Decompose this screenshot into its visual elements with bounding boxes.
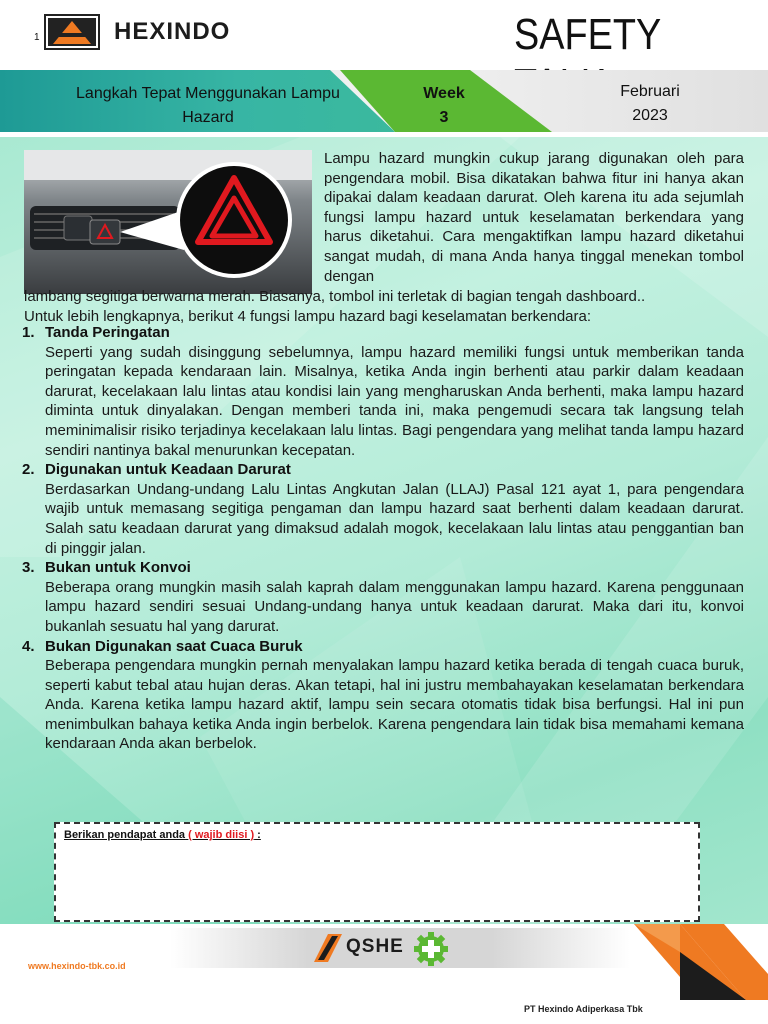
week-block [404, 82, 484, 130]
item-body: Seperti yang sudah disinggung sebelumnya, lampu hazard memiliki fungsi untuk memberikan tanda peringatan kepada kendaraan lain. Misalnya, ketika Anda ingin berhenti atau parkir dalam keadaan darurat, kecelakaan lalu lintas atau kondisi lain yang mengharuskan Anda berhenti, maka lampu hazard diminta untuk dinyalakan. Dengan memberi tanda ini, maka pengemudi secara tak langsung telah meminimalisir risiko terjadinya kecelakaan lalu lintas. Bagi pengendara yang melihat tanda lampu hazard sendiri nantinya bakal menurunkan kecepatan. [45, 343, 744, 459]
brand-name: HEXINDO [114, 18, 231, 45]
item-number: 1. [22, 324, 35, 341]
corner-decoration [634, 924, 768, 1000]
hexindo-logo [44, 14, 100, 50]
required-note: ( wajib diisi ) [188, 829, 255, 841]
topic-line-1: Langkah Tepat Menggunakan Lampu [76, 85, 340, 102]
week-number: 3 [439, 109, 449, 126]
month: Februari [620, 83, 680, 100]
item-number: 3. [22, 559, 35, 577]
item-body: Beberapa orang mungkin masih salah kaprah dalam menggunakan lampu hazard. Karena penggunaan lampu hazard sendiri sesuai Undang-undang hanya untuk keadaan darurat. Maka dari itu, konvoi bukanlah sesuatu hal yang darurat. [45, 578, 744, 635]
item-heading: Bukan Digunakan saat Cuaca Buruk [45, 637, 303, 655]
opinion-field[interactable] [54, 822, 700, 922]
item-heading: Digunakan untuk Keadaan Darurat [45, 461, 291, 479]
list-item [22, 558, 744, 636]
list-item [22, 460, 744, 558]
function-list [22, 323, 744, 754]
topic-line-2: Hazard [182, 109, 234, 126]
week-label: Week [423, 85, 465, 102]
item-body: Berdasarkan Undang-undang Lalu Lintas Angkutan Jalan (LLAJ) Pasal 121 ayat 1, para pengendara wajib untuk memasang segitiga pengaman dan lampu hazard saat berhenti dalam keadaan darurat. Salah satu keadaan darurat yang dimaksud adalah mogok, kecelakaan lalu lintas atau penggantian ban di pinggir jalan. [45, 480, 744, 557]
website-link[interactable]: www.hexindo-tbk.co.id [28, 961, 126, 971]
item-heading: Tanda Peringatan [45, 324, 170, 341]
intro-continuation [24, 287, 744, 326]
item-heading: Bukan untuk Konvoi [45, 559, 191, 577]
gear-cross-icon [414, 932, 448, 966]
intro-line-1: lambang segitiga berwarna merah. Biasanya, tombol ini terletak di bagian tengah dashboard.. [24, 288, 646, 305]
hazard-button-photo [24, 150, 312, 294]
item-number: 2. [22, 461, 35, 479]
year: 2023 [632, 107, 668, 124]
intro-line-2: Untuk lebih lengkapnya, berikut 4 fungsi lampu hazard bagi keselamatan berkendara: [24, 307, 592, 325]
item-body: Beberapa pengendara mungkin pernah menyalakan lampu hazard ketika berada di tengah cuaca buruk, seperti kabut tebal atau hujan deras. Akan tetapi, hal ini justru membahayakan keselamatan berkendara Anda. Karena ketika lampu hazard aktif, lampu sein secara otomatis tidak bisa berfungsi. Hal ini pun menimbulkan bahaya ketika Anda ingin berbelok. Karena pengendara lain tidak bisa memahami kemana kendaraan Anda akan berbelok. [45, 657, 744, 753]
opinion-colon: : [254, 829, 261, 841]
opinion-label [64, 829, 261, 841]
intro-paragraph: Lampu hazard mungkin cukup jarang digunakan oleh para pengendara mobil. Bisa dikatakan bahwa fitur ini hanya akan dipakai dalam keadaan darurat. Oleh karena itu ada sejumlah fungsi lampu hazard untuk keselamatan berkendara yang harus diketahui. Cara mengaktifkan lampu hazard diketahui sangat mudah, di mana Anda hanya tinggal menekan tombol dengan [324, 150, 744, 285]
list-item [22, 323, 744, 460]
list-item [22, 637, 744, 755]
date-block [590, 80, 710, 128]
page-number: 1 [34, 32, 40, 43]
item-number: 4. [22, 637, 35, 655]
qshe-label: QSHE [346, 936, 404, 957]
opinion-label-text: Berikan pendapat anda [64, 829, 186, 841]
topic-title [28, 82, 388, 130]
page-title: SAFETY [514, 10, 661, 59]
company-name: PT Hexindo Adiperkasa Tbk [524, 1004, 643, 1014]
